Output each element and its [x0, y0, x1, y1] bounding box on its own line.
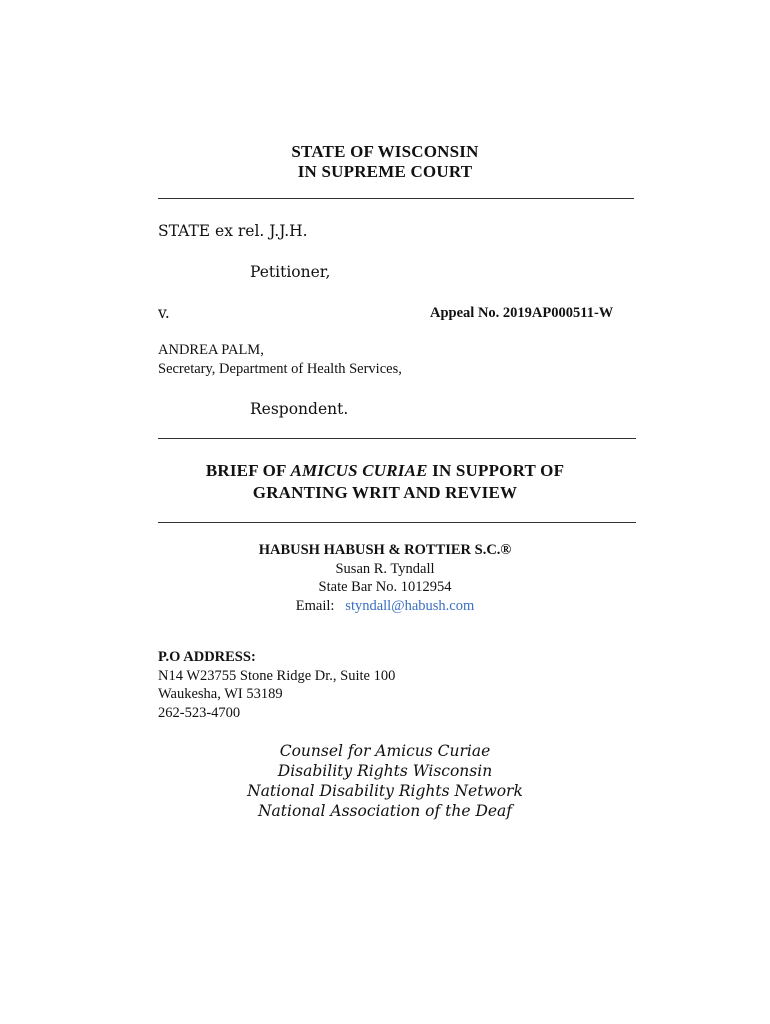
- appeal-value: . 2019AP000511-W: [495, 305, 614, 321]
- address-phone: 262-523-4700: [158, 704, 241, 721]
- address-label: P.O ADDRESS:: [158, 649, 256, 665]
- court-state: STATE OF WISCONSIN: [291, 142, 479, 161]
- brief-title-line1: [0, 460, 770, 482]
- court-name: IN SUPREME COURT: [297, 162, 473, 181]
- email-label: Email:: [295, 597, 335, 614]
- brief-title-prefix: BRIEF OF: [205, 461, 291, 480]
- court-heading: [0, 142, 770, 182]
- counsel-block: [0, 741, 770, 821]
- brief-title: [0, 460, 770, 504]
- petitioner-role: Petitioner,: [250, 263, 331, 281]
- counsel-line4: National Association of the Deaf: [257, 802, 513, 820]
- address-street: N14 W23755 Stone Ridge Dr., Suite 100: [158, 667, 396, 684]
- counsel-line3: National Disability Rights Network: [247, 782, 523, 800]
- email-link[interactable]: styndall@habush.com: [345, 597, 475, 614]
- firm-block: [0, 541, 770, 615]
- divider-bottom: [158, 522, 636, 523]
- counsel-line2: Disability Rights Wisconsin: [277, 762, 493, 780]
- email-line: [0, 597, 770, 616]
- divider-top: [158, 198, 634, 199]
- brief-title-line2: GRANTING WRIT AND REVIEW: [252, 483, 518, 502]
- respondent-role: Respondent.: [250, 400, 349, 418]
- brief-title-suffix: IN SUPPORT OF: [427, 461, 565, 480]
- attorney-name: Susan R. Tyndall: [335, 560, 435, 577]
- appeal-label: Appeal No: [430, 305, 496, 321]
- divider-middle: [158, 438, 636, 439]
- counsel-line1: Counsel for Amicus Curiae: [279, 742, 491, 760]
- address-city: Waukesha, WI 53189: [158, 686, 283, 702]
- respondent-name: ANDREA PALM,: [158, 342, 264, 358]
- petitioner-name: STATE ex rel. J.J.H.: [158, 222, 308, 240]
- address-block: [158, 648, 395, 722]
- versus: v.: [158, 304, 170, 322]
- respondent-title: Secretary, Department of Health Services,: [158, 361, 402, 377]
- brief-title-italic: AMICUS CURIAE: [290, 461, 428, 480]
- bar-number: State Bar No. 1012954: [318, 579, 452, 595]
- appeal-number: [430, 305, 613, 322]
- firm-name: HABUSH HABUSH & ROTTIER S.C.®: [258, 542, 512, 558]
